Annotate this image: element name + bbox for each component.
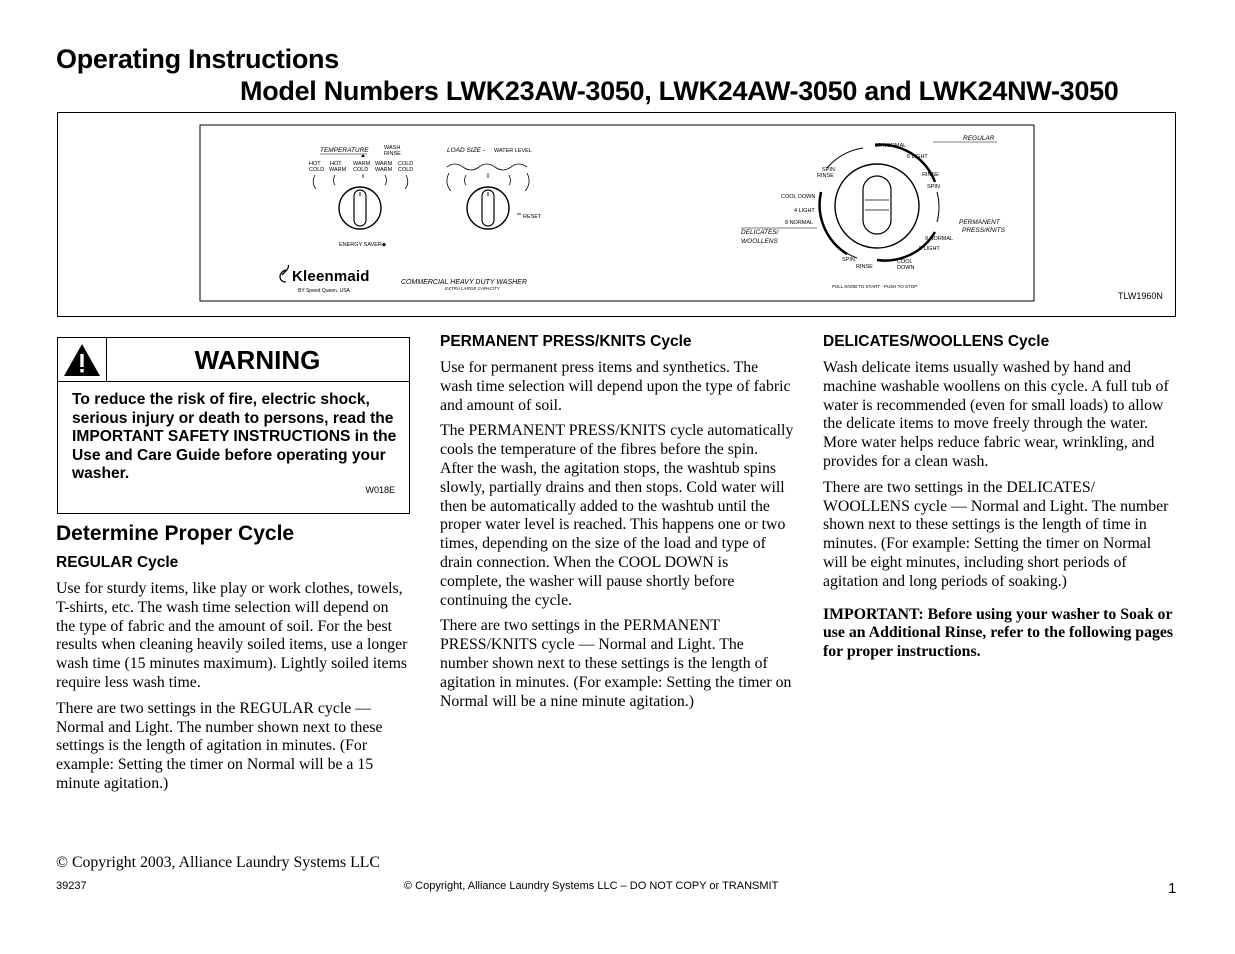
wash-label: WASH [384,145,401,151]
pull-push-label: PULL KNOB TO START - PUSH TO STOP [832,284,918,289]
temperature-label: TEMPERATURE [320,147,369,154]
dial-rinse-a: RINSE [922,172,939,178]
temp-opt-3-wash: WARM [353,161,371,167]
regular-para-1: Use for sturdy items, like play or work clothes, towels, T-shirts, etc. The wash time selection will depend on the type of fabric and the amount of soil. For the best results when cleaning heavily soiled items, use a longer wash time (15 minutes maximum). Lightly soiled items require less wash time. [56,580,408,691]
temp-opt-3-rinse: COLD [353,167,369,173]
important-note: IMPORTANT: Before using your washer to Soak or use an Additional Rinse, refer to the following pages for proper instructions. [823,605,1174,661]
temperature-knob[interactable] [339,187,381,229]
footer-doc-code: 39237 [56,880,87,892]
dial-4-light: 4 LIGHT [794,208,815,214]
warning-triangle-icon [58,338,106,381]
product-line: COMMERCIAL HEAVY DUTY WASHER [401,279,527,286]
column-regular [56,522,411,801]
regular-cycle-heading: REGULAR Cycle [56,554,179,571]
model-numbers-title: Model Numbers LWK23AW-3050, LWK24AW-3050 and LWK24NW-3050 [240,76,1119,106]
brand-sub: BY Speed Queen, USA [298,288,350,294]
temp-options [309,161,413,173]
temp-opt-5-wash: COLD [398,161,414,167]
figure-code: TLW1960N [1118,291,1163,301]
cycle-timer-knob[interactable] [835,164,919,248]
warning-code: W018E [365,485,395,495]
dial-9-normal: 9 NORMAL [925,236,954,242]
dial-spin-a: SPIN [927,184,940,190]
permanent-para-2: The PERMANENT PRESS/KNITS cycle automatically cools the temperature of the fibres before the spin. After the wash, the agitation stops, the washtub spins slowly, partially drains and then stops. Cold water will then be automatically added to the washtub until the proper water level is reached. This happens one or two times, depending on the size of the load and type of drain connection. When the COOL DOWN is complete, the washer will pause shortly before continuing the cycle. [440,422,794,609]
dial-8-normal: 8 NORMAL [785,220,814,226]
delicates-para-2: There are two settings in the DELICATES/ WOOLLENS cycle — Normal and Light. The number shown next to these settings is the length of time in minutes. (For example: Setting the timer on Normal will be eight minutes, including short periods of agitation and long periods of soaking.) [823,478,1169,590]
control-panel-illustration [57,112,1176,317]
water-level-label: WATER LEVEL [494,148,532,154]
warning-icon-cell [58,338,107,381]
dial-down: DOWN [897,265,915,271]
page-number: 1 [1168,880,1177,897]
permanent-para-3: There are two settings in the PERMANENT PRESS/KNITS cycle — Normal and Light. The number shown next to these settings is the length of agitation in minutes. (For example: Setting the timer on Normal will be a nine minute agitation.) [440,617,792,710]
temp-opt-2-rinse: WARM [329,167,347,173]
temp-opt-2-wash: HOT [330,161,342,167]
dial-cool-down-a: COOL DOWN [781,194,816,200]
warning-title: WARNING [194,345,321,375]
press-knits-label: PRESS/KNITS [962,227,1005,234]
delicates-heading: DELICATES/WOOLLENS Cycle [823,333,1050,350]
brand-name: Kleenmaid [292,268,370,285]
footer-notice: © Copyright, Alliance Laundry Systems LLC – DO NOT COPY or TRANSMIT [404,880,779,892]
water-wave-icon [447,164,527,170]
permanent-para-1: Use for permanent press items and synthetics. The wash time selection will depend upon the type of fabric and amount of soil. [440,359,791,414]
delicates-para-1: Wash delicate items usually washed by hand and machine washable woollens on this cycle. A full tub of water is recommended (even for small loads) to allow the delicate items to move freely through the water. More water helps reduce fabric wear, wrinkling, and provides for a clean wash. [823,359,1169,470]
woollens-label: WOOLLENS [741,238,778,245]
kleenmaid-logo [280,265,370,285]
dial-cool: COOL [897,259,913,265]
dial-15-normal: 15 NORMAL [875,143,907,149]
dial-6-light: 6 LIGHT [907,154,928,160]
permanent-press-heading: PERMANENT PRESS/KNITS Cycle [440,333,692,350]
capacity-label: EXTRA LARGE CAPACITY [445,286,500,291]
section-heading: Determine Proper Cycle [56,522,295,545]
reset-label: RESET [523,214,542,220]
dial-5-light: 5 LIGHT [919,246,940,252]
dial-spin: SPIN [822,167,835,173]
temp-opt-5-rinse: COLD [398,167,414,173]
temp-opt-4-rinse: WARM [375,167,393,173]
warning-box [57,337,410,514]
regular-label: REGULAR [963,135,995,142]
column-delicates [823,333,1178,669]
energy-diamond-icon [361,154,365,157]
temp-opt-4-wash: WARM [375,161,393,167]
rinse-label: RINSE [384,151,401,157]
warning-header [58,338,409,382]
permanent-label: PERMANENT [959,219,1000,226]
footer-copyright: © Copyright 2003, Alliance Laundry Systems LLC [56,854,380,871]
load-size-knob[interactable] [467,187,509,229]
page-title: Operating Instructions [56,44,339,74]
column-permanent-press [440,333,794,718]
dial-spin-b: SPIN [842,257,855,263]
regular-para-2: There are two settings in the REGULAR cycle — Normal and Light. The number shown next to these settings is the length of agitation in minutes. (For example: Setting the timer on Normal will be a 15 minute agitation.) [56,699,383,792]
warning-text: To reduce the risk of fire, electric shock, serious injury or death to persons, read the IMPORTANT SAFETY INSTRUCTIONS in the Use and Care Guide before operating your washer. [72,391,397,483]
energy-saver-label: ENERGY SAVER◆ [339,242,387,248]
dial-rinse: RINSE [817,173,834,179]
temp-opt-1-wash: HOT [309,161,321,167]
dial-rinse-b: RINSE [856,264,873,270]
delicates-label: DELICATES/ [741,229,779,236]
load-size-label: LOAD SIZE - [447,147,485,154]
temp-opt-1-rinse: COLD [309,167,325,173]
